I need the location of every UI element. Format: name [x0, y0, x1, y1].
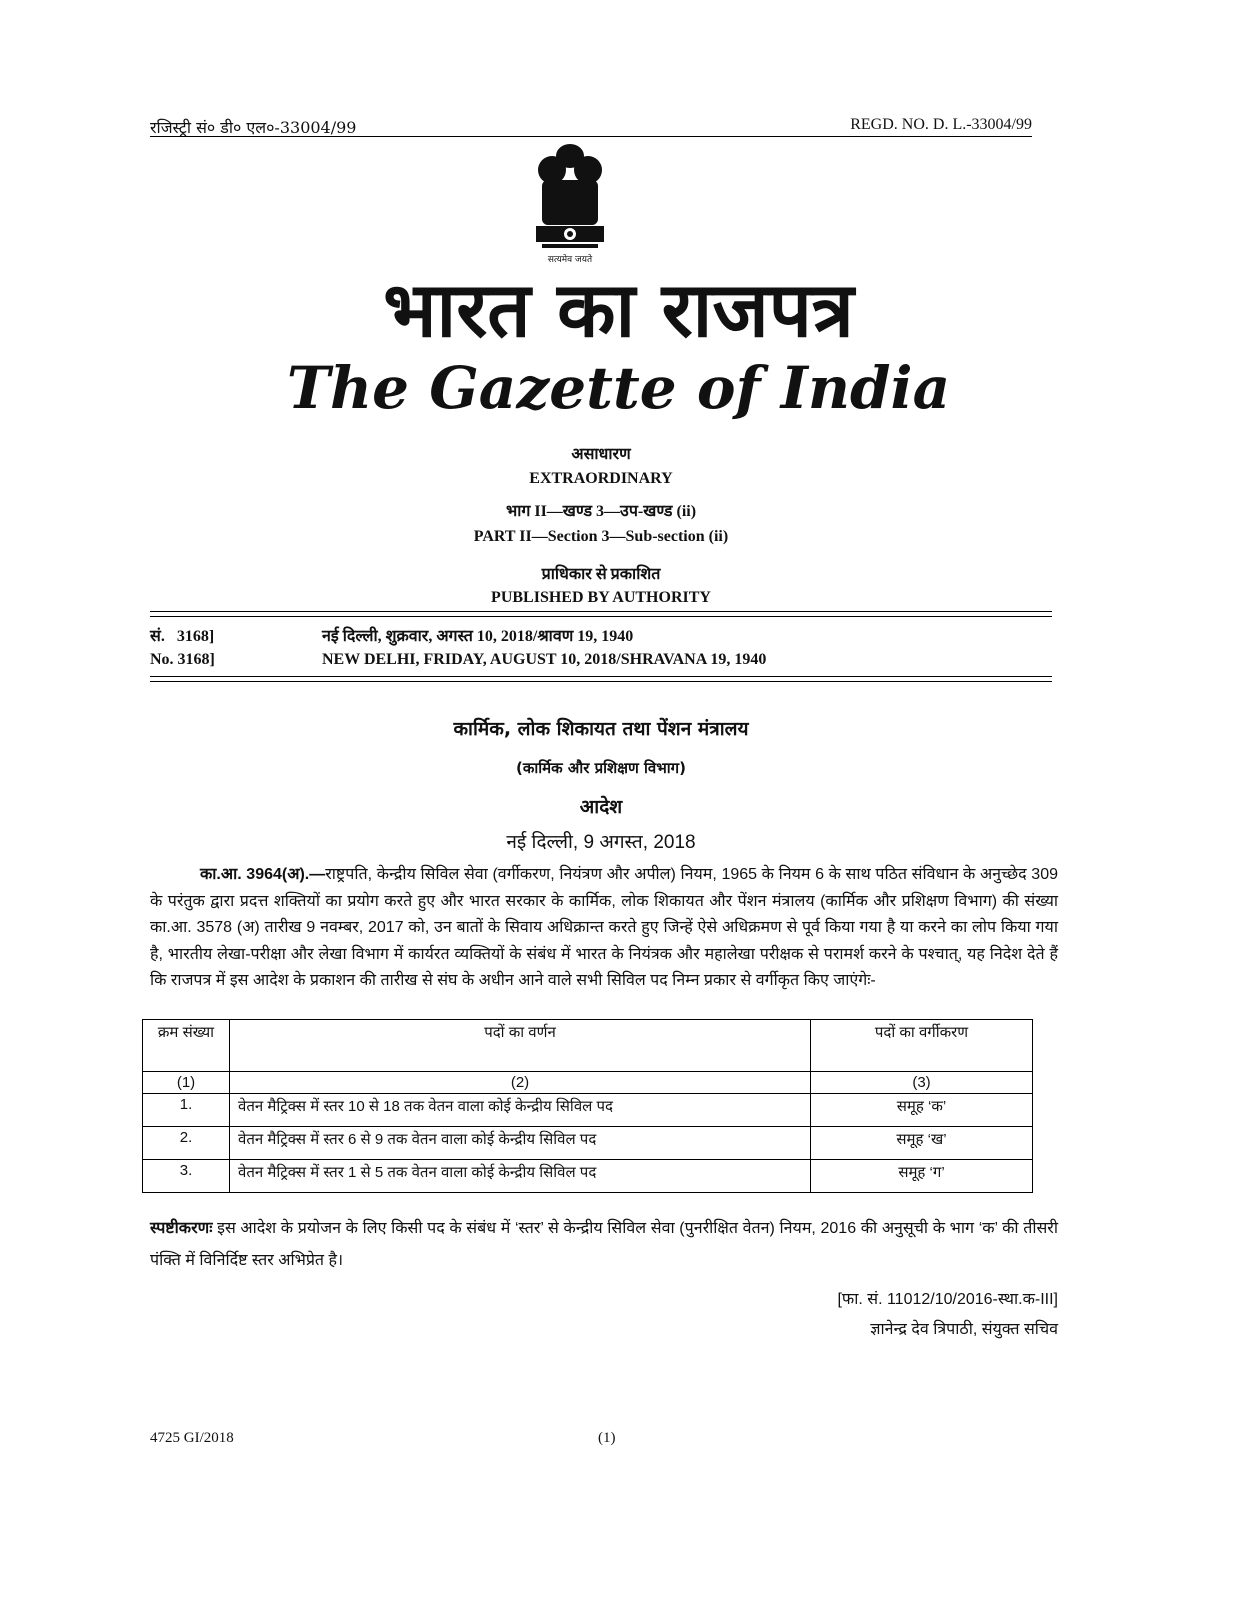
serial: 1. [143, 1093, 230, 1126]
col-number: (2) [230, 1071, 811, 1093]
header-description: पदों का वर्णन [230, 1019, 811, 1071]
part-hindi: भाग II—खण्ड 3—उप-खण्ड (ii) [505, 503, 697, 520]
table-row [143, 1159, 1033, 1192]
print-code: 4725 GI/2018 [150, 1430, 234, 1446]
table-row [143, 1126, 1033, 1159]
issue-date-hindi: नई दिल्ली, शुक्रवार, अगस्त 10, 2018/श्रावण 19, 1940 [322, 628, 634, 645]
authority-hindi: प्राधिकार से प्रकाशित [541, 566, 661, 583]
order-title: आदेश [579, 796, 623, 818]
so-number: का.आ. 3964(अ).— [200, 866, 326, 883]
serial: 2. [143, 1126, 230, 1159]
order-body [150, 862, 1058, 995]
divider [150, 136, 1032, 137]
header-classification: पदों का वर्गीकरण [811, 1019, 1033, 1071]
double-rule [150, 676, 1052, 682]
edition-type-english: EXTRAORDINARY [529, 470, 673, 487]
ministry-heading: कार्मिक, लोक शिकायत तथा पेंशन मंत्रालय [453, 718, 749, 740]
signatory: ज्ञानेन्द्र देव त्रिपाठी, संयुक्त सचिव [870, 1320, 1058, 1338]
classification-table [142, 1019, 1033, 1193]
issue-number-english: No. 3168] [150, 651, 215, 668]
description: वेतन मैट्रिक्स में स्तर 10 से 18 तक वेतन वाला कोई केन्द्रीय सिविल पद [230, 1093, 811, 1126]
issue-line-english [150, 651, 1052, 673]
order-text: राष्ट्रपति, केन्द्रीय सिविल सेवा (वर्गीकरण, नियंत्रण और अपील) नियम, 1965 के नियम 6 के साथ पठित संविधान के अनुच्छेद 309 के परंतुक द्वारा प्रदत्त शक्तियों का प्रयोग करते हुए और भारत सरकार के कार्मिक, लोक शिकायत और पेंशन मंत्रालय (कार्मिक और प्रशिक्षण विभाग) की संख्या का.आ. 3578 (अ) तारीख 9 नवम्बर, 2017 को, उन बातों के सिवाय अधिक्रान्त करते हुए जिन्हें ऐसे अधिक्रमण से पूर्व किया गया है या करने का लोप किया गया है, भारतीय लेखा-परीक्षा और लेखा विभाग में कार्यरत व्यक्तियों के संबंध में भारत के नियंत्रक और महालेखा परीक्षक से परामर्श करने के पश्चात्, यह निदेश देते हैं कि राजपत्र में इस आदेश के प्रकाशन की तारीख से संघ के अधीन आने वाले सभी सिविल पद निम्न प्रकार से वर्गीकृत किए जाएंगेः- [150, 866, 1058, 989]
group: समूह ‘ग’ [811, 1159, 1033, 1192]
issue-number-hindi: सं. 3168] [150, 628, 215, 645]
description: वेतन मैट्रिक्स में स्तर 1 से 5 तक वेतन वाला कोई केन्द्रीय सिविल पद [230, 1159, 811, 1192]
registration-hindi: रजिस्ट्री सं० डी० एल०-33004/99 [150, 118, 357, 137]
group: समूह ‘ख’ [811, 1126, 1033, 1159]
masthead-english: The Gazette of India [286, 354, 951, 422]
order-content [142, 862, 1058, 1345]
double-rule [150, 611, 1052, 617]
national-emblem-icon [528, 140, 612, 268]
place-date: नई दिल्ली, 9 अगस्त, 2018 [506, 832, 696, 853]
page-number: (1) [598, 1430, 616, 1446]
part-english: PART II—Section 3—Sub-section (ii) [473, 528, 729, 545]
group: समूह ‘क’ [811, 1093, 1033, 1126]
issue-date-english: NEW DELHI, FRIDAY, AUGUST 10, 2018/SHRAVANA 19, 1940 [322, 651, 767, 668]
table-row [143, 1093, 1033, 1126]
explanation-text: इस आदेश के प्रयोजन के लिए किसी पद के संबंध में ‘स्तर’ से केन्द्रीय सिविल सेवा (पुनरीक्षित वेतन) नियम, 2016 की अनुसूची के भाग ‘क’ की तीसरी पंक्ति में विनिर्दिष्ट स्तर अभिप्रेत है। [150, 1219, 1058, 1269]
header-serial: क्रम संख्या [143, 1019, 230, 1071]
authority-english: PUBLISHED BY AUTHORITY [491, 589, 711, 606]
issue-line-hindi [150, 624, 1052, 646]
col-number: (3) [811, 1071, 1033, 1093]
serial: 3. [143, 1159, 230, 1192]
edition-type-hindi: असाधारण [571, 446, 631, 463]
col-number: (1) [143, 1071, 230, 1093]
explanation [150, 1213, 1058, 1277]
department-heading: (कार्मिक और प्रशिक्षण विभाग) [516, 759, 686, 777]
registration-english: REGD. NO. D. L.-33004/99 [850, 116, 1032, 133]
masthead-hindi: भारत का राजपत्र [383, 265, 854, 354]
explanation-label: स्पष्टीकरणः [150, 1219, 213, 1237]
file-reference: [फा. सं. 11012/10/2016-स्था.क-III] [837, 1290, 1058, 1308]
description: वेतन मैट्रिक्स में स्तर 6 से 9 तक वेतन वाला कोई केन्द्रीय सिविल पद [230, 1126, 811, 1159]
svg-text:सत्यमेव जयते: सत्यमेव जयते [547, 255, 593, 265]
